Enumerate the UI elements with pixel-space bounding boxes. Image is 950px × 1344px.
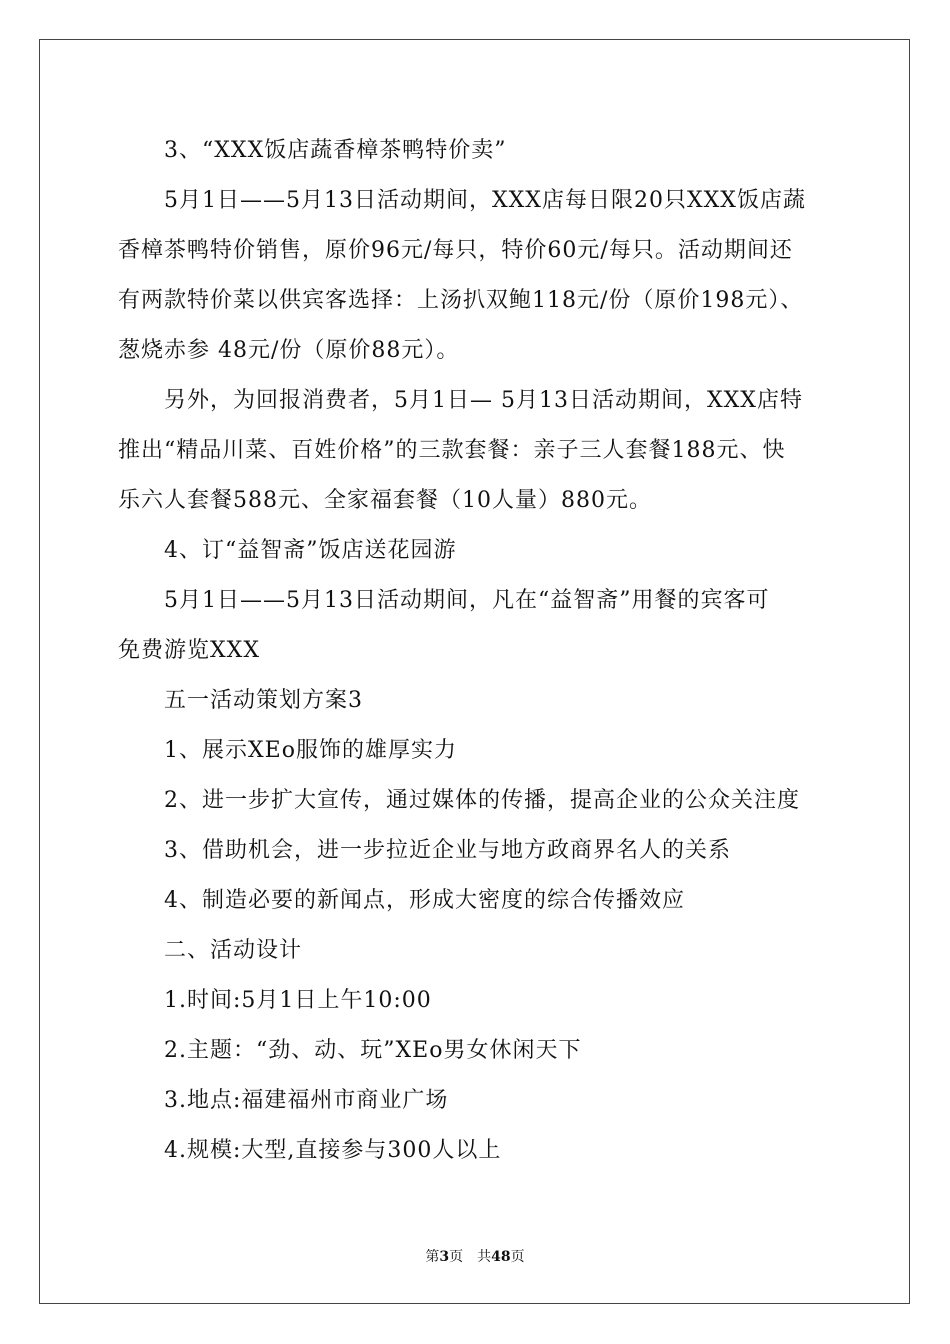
section-title: 五一活动策划方案3 bbox=[164, 688, 363, 713]
page-suffix: 页 bbox=[449, 1249, 464, 1265]
paragraph-line: 香樟茶鸭特价销售，原价96元/每只，特价60元/每只。活动期间还 bbox=[118, 238, 793, 263]
document-body bbox=[118, 126, 838, 1176]
page-prefix: 第 bbox=[425, 1249, 440, 1265]
list-item: 4.规模:大型,直接参与300人以上 bbox=[164, 1138, 502, 1163]
page-footer bbox=[0, 1248, 950, 1266]
paragraph-line: 5月1日——5月13日活动期间，凡在“益智斋”用餐的宾客可 bbox=[164, 588, 770, 613]
section-subtitle: 二、活动设计 bbox=[164, 938, 303, 963]
paragraph-line: 免费游览XXX bbox=[118, 638, 260, 663]
list-item: 4、制造必要的新闻点，形成大密度的综合传播效应 bbox=[164, 888, 685, 913]
paragraph-line: 另外，为回报消费者，5月1日— 5月13日活动期间，XXX店特 bbox=[164, 388, 803, 413]
list-item: 2.主题：“劲、动、玩”XEo男女休闲天下 bbox=[164, 1038, 582, 1063]
paragraph-line: 推出“精品川菜、百姓价格”的三款套餐：亲子三人套餐188元、快 bbox=[118, 438, 786, 463]
total-suffix: 页 bbox=[510, 1249, 525, 1265]
list-item: 2、进一步扩大宣传，通过媒体的传播，提高企业的公众关注度 bbox=[164, 788, 800, 813]
heading-item-3: 3、“XXX饭店蔬香樟茶鸭特价卖” bbox=[164, 138, 507, 163]
total-prefix: 共 bbox=[477, 1249, 492, 1265]
heading-item-4: 4、订“益智斋”饭店送花园游 bbox=[164, 538, 457, 563]
paragraph-line: 有两款特价菜以供宾客选择：上汤扒双鲍118元/份（原价198元）、 bbox=[118, 288, 804, 313]
paragraph-line: 5月1日——5月13日活动期间，XXX店每日限20只XXX饭店蔬 bbox=[164, 188, 806, 213]
total-pages: 48 bbox=[491, 1249, 511, 1265]
list-item: 1、展示XEo服饰的雄厚实力 bbox=[164, 738, 457, 763]
list-item: 3、借助机会，进一步拉近企业与地方政商界名人的关系 bbox=[164, 838, 731, 863]
list-item: 1.时间:5月1日上午10:00 bbox=[164, 988, 432, 1013]
paragraph-line: 乐六人套餐588元、全家福套餐（10人量）880元。 bbox=[118, 488, 652, 513]
page-number: 3 bbox=[439, 1249, 450, 1265]
paragraph-line: 葱烧赤参 48元/份（原价88元）。 bbox=[118, 338, 460, 363]
list-item: 3.地点:福建福州市商业广场 bbox=[164, 1088, 449, 1113]
